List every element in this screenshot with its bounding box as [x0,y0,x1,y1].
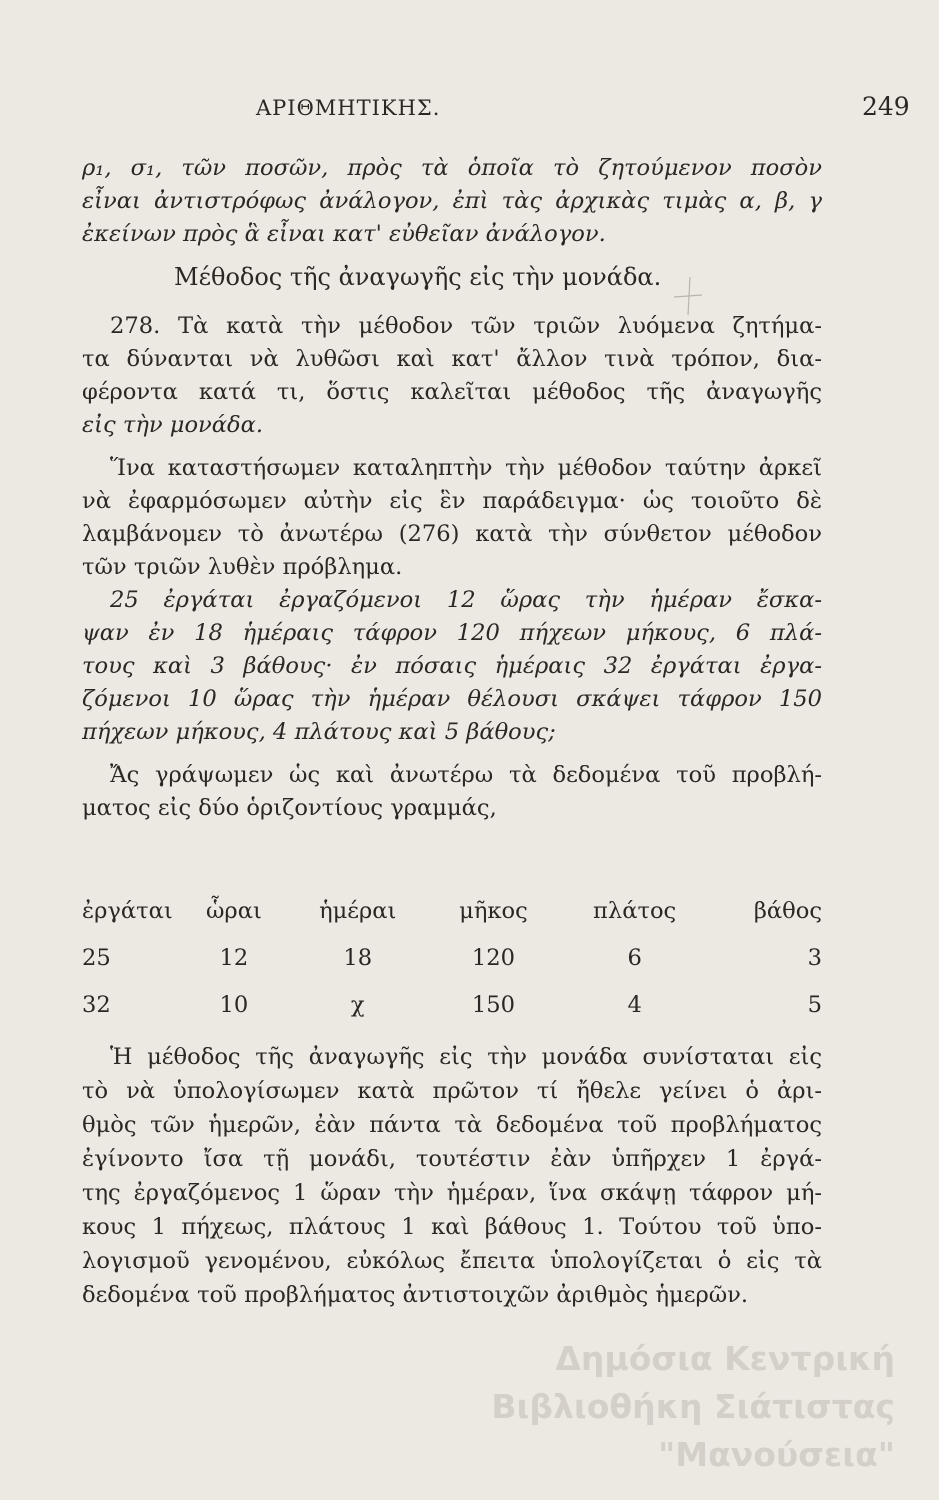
page-number: 249 [862,92,910,121]
text-line: εἶναι ἀντιστρόφως ἀνάλογον, ἐπὶ τὰς ἀρχικὰς τιμὰς α, β, γ [82,188,822,214]
problem-line: τους καὶ 3 βάθους· ἐν πόσαις ἡμέραις 32 ἐργάται ἐργα- [82,653,822,679]
table-cell: 3 [807,944,822,971]
paragraph-line: τα δύνανται νὰ λυθῶσι καὶ κατ' ἄλλον τινὰ τρόπον, δια- [82,346,822,372]
table-cell: 4 [627,991,642,1018]
paragraph-line: τῶν τριῶν λυθὲν πρόβλημα. [82,554,403,580]
conclusion-paragraph [82,1040,822,1312]
running-head: ΑΡΙΘΜΗΤΙΚΗΣ. [256,96,441,120]
table-cell: 6 [627,944,642,971]
paragraph-line: Ἡ μέθοδος τῆς ἀναγωγῆς εἰς τὴν μονάδα συνίσταται εἰς [110,1044,822,1070]
paragraph-line: θμὸς τῶν ἡμερῶν, ἐὰν πάντα τὰ δεδομένα τοῦ προβλήματος [82,1112,822,1138]
table-header-cell: ἐργάται [82,897,173,924]
paragraph-line: δεδομένα τοῦ προβλήματος ἀντιστοιχῶν ἀριθμὸς ἡμερῶν. [82,1282,749,1308]
table-cell: 32 [82,991,111,1018]
table-header-cell: πλάτος [593,897,677,924]
section-heading: Μέθοδος τῆς ἀναγωγῆς εἰς τὴν μονάδα. [174,263,662,291]
watermark-line: Βιβλιοθήκη Σιάτιστας "Μανούσεια" [491,1387,895,1474]
paragraph-line: εἰς τὴν μονάδα. [82,412,264,438]
paragraph-line: Ἄς γράψωμεν ὡς καὶ ἀνωτέρω τὰ δεδομένα τοῦ προβλή- [110,762,822,788]
data-table [82,887,822,1028]
table-row [82,934,822,981]
table-cell: 120 [471,944,515,971]
paragraph-line: 278. Τὰ κατὰ τὴν μέθοδον τῶν τριῶν λυόμενα ζητήμα- [110,313,822,339]
table-cell: 5 [807,991,822,1018]
table-header-cell: ὧραι [206,897,262,924]
paragraph-line: ματος εἰς δύο ὁριζοντίους γραμμάς, [82,795,497,821]
paragraph-line: κους 1 πήχεως, πλάτους 1 καὶ βάθους 1. Τούτου τοῦ ὑπο- [82,1214,822,1240]
paragraph-line: λογισμοῦ γενομένου, εὐκόλως ἔπειτα ὑπολογίζεται ὁ εἰς τὰ [82,1248,822,1274]
table-header-cell: μῆκος [459,897,528,924]
table-cell: 10 [219,991,249,1018]
paragraph-line: φέροντα κατά τι, ὅστις καλεῖται μέθοδος τῆς ἀναγωγῆς [82,379,822,405]
text-line: ρ₁, σ₁, τῶν ποσῶν, πρὸς τὰ ὁποῖα τὸ ζητούμενον ποσὸν [82,155,822,181]
paragraph-line: νὰ ἐφαρμόσωμεν αὐτὴν εἰς ἓν παράδειγμα· ὡς τοιοῦτο δὲ [82,488,822,514]
table-cell: χ [350,991,365,1018]
table-header-row [82,887,822,934]
table-header-cell: ἡμέραι [319,897,397,924]
library-watermark [335,1335,895,1479]
paragraph-line: της ἐργαζόμενος 1 ὥραν τὴν ἡμέραν, ἵνα σκάψῃ τάφρον μή- [82,1180,822,1206]
problem-line: πήχεων μήκους, 4 πλάτους καὶ 5 βάθους; [82,719,556,745]
table-cell: 25 [82,944,111,971]
paragraph-line: τὸ νὰ ὑπολογίσωμεν κατὰ πρῶτον τί ἤθελε γείνει ὁ ἀρι- [82,1078,822,1104]
paragraph-line: Ἵνα καταστήσωμεν καταληπτὴν τὴν μέθοδον ταύτην ἀρκεῖ [110,455,822,481]
table-cell: 18 [343,944,373,971]
table-cell: 12 [219,944,249,971]
table-cell: 150 [471,991,515,1018]
watermark-line: Δημόσια Κεντρική [555,1339,895,1378]
problem-line: 25 ἐργάται ἐργαζόμενοι 12 ὥρας τὴν ἡμέραν ἔσκα- [110,587,822,613]
body-text [82,152,822,825]
problem-line: ζόμενοι 10 ὥρας τὴν ἡμέραν θέλουσι σκάψει τάφρον 150 [82,686,822,712]
paragraph-line: ἐγίνοντο ἴσα τῇ μονάδι, τουτέστιν ἐὰν ὑπῆρχεν 1 ἐργά- [82,1146,822,1172]
paragraph-line: λαμβάνομεν τὸ ἀνωτέρω (276) κατὰ τὴν σύνθετον μέθοδον [82,521,822,547]
text-line: ἐκείνων πρὸς ἃ εἶναι κατ' εὐθεῖαν ἀνάλογον. [82,221,606,247]
table-header-cell: βάθος [753,897,822,924]
table-row [82,981,822,1028]
problem-line: ψαν ἐν 18 ἡμέραις τάφρον 120 πήχεων μήκους, 6 πλά- [82,620,822,646]
